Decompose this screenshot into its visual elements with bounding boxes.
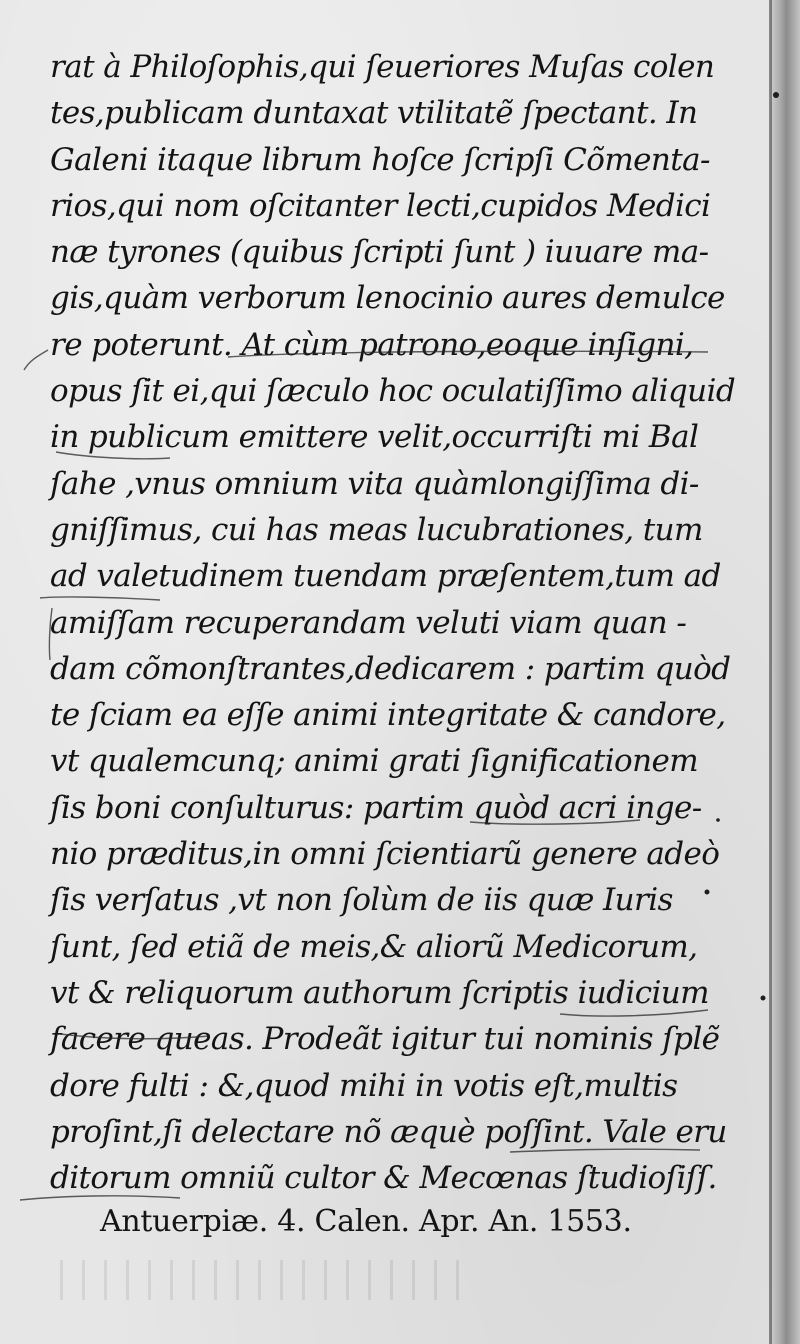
- text-line: re poterunt. At cùm patrono,eoque inſigni,: [50, 326, 694, 363]
- text-line: tes,publicam duntaxat vtilitatẽ ſpectant. In: [50, 95, 698, 132]
- text-line: dore fulti : &,quod mihi in votis eſt,multis: [50, 1067, 678, 1104]
- text-line: te ſciam ea eſſe animi integritate & candore,: [50, 697, 726, 734]
- text-line: gniſſimus, cui has meas lucubrationes, tum: [50, 511, 703, 548]
- text-line: nio præditus,in omni ſcientiarũ genere adeò: [50, 836, 720, 873]
- text-line: rat à Philoſophis,qui ſeueriores Muſas colen: [50, 49, 715, 85]
- text-line: amiſſam recuperandam veluti viam quan -: [50, 604, 687, 641]
- show-through-ink: [60, 1260, 460, 1300]
- text-line: ditorum omniũ cultor & Mecœnas ſtudioſiſſ.: [50, 1160, 717, 1197]
- text-line: ſahe ,vnus omnium vita quàmlongiſſima di-: [50, 465, 699, 502]
- text-line: proſint,ſi delectare nõ æquè poſſint. Vale eru: [50, 1113, 727, 1150]
- text-line: vt qualemcunq; animi grati ſignificationem: [50, 743, 698, 780]
- text-line: opus ſit ei,qui ſæculo hoc oculatiſſimo aliquid: [50, 373, 736, 410]
- place-date-line: Antuerpiæ. 4. Calen. Apr. An. 1553.: [100, 1204, 632, 1239]
- text-line: dam cõmonſtrantes,dedicarem : partim quòd: [50, 650, 731, 687]
- page-gutter-shadow: [770, 0, 800, 1344]
- text-line: in publicum emittere velit,occurriſti mi Bal: [50, 419, 699, 456]
- page-edge-line: [769, 0, 772, 1344]
- text-line: næ tyrones (quibus ſcripti ſunt ) iuuare ma-: [50, 234, 709, 271]
- text-line: ſis boni conſulturus: partim quòd acri inge-: [50, 789, 702, 826]
- text-line: Galeni itaque librum hoſce ſcripſi Cõmenta-: [50, 141, 710, 178]
- text-line: facere queas. Prodeãt igitur tui nominis ſplẽ: [50, 1021, 720, 1058]
- ink-speck: [716, 818, 720, 822]
- text-line: ſis verſatus ,vt non ſolùm de iis quæ Iuris: [50, 882, 673, 919]
- dedication-text: [50, 44, 736, 1201]
- text-line: ad valetudinem tuendam præſentem,tum ad: [50, 558, 721, 595]
- text-line: rios,qui nom oſcitanter lecti,cupidos Medici: [50, 187, 711, 224]
- text-line: gis,quàm verborum lenocinio aures demulce: [50, 280, 725, 317]
- ink-speck: [761, 996, 766, 1001]
- text-line: vt & reliquorum authorum ſcriptis iudicium: [50, 974, 709, 1011]
- text-line: ſunt, ſed etiã de meis,& aliorũ Medicorum,: [50, 928, 698, 965]
- underline-mark: [24, 350, 48, 370]
